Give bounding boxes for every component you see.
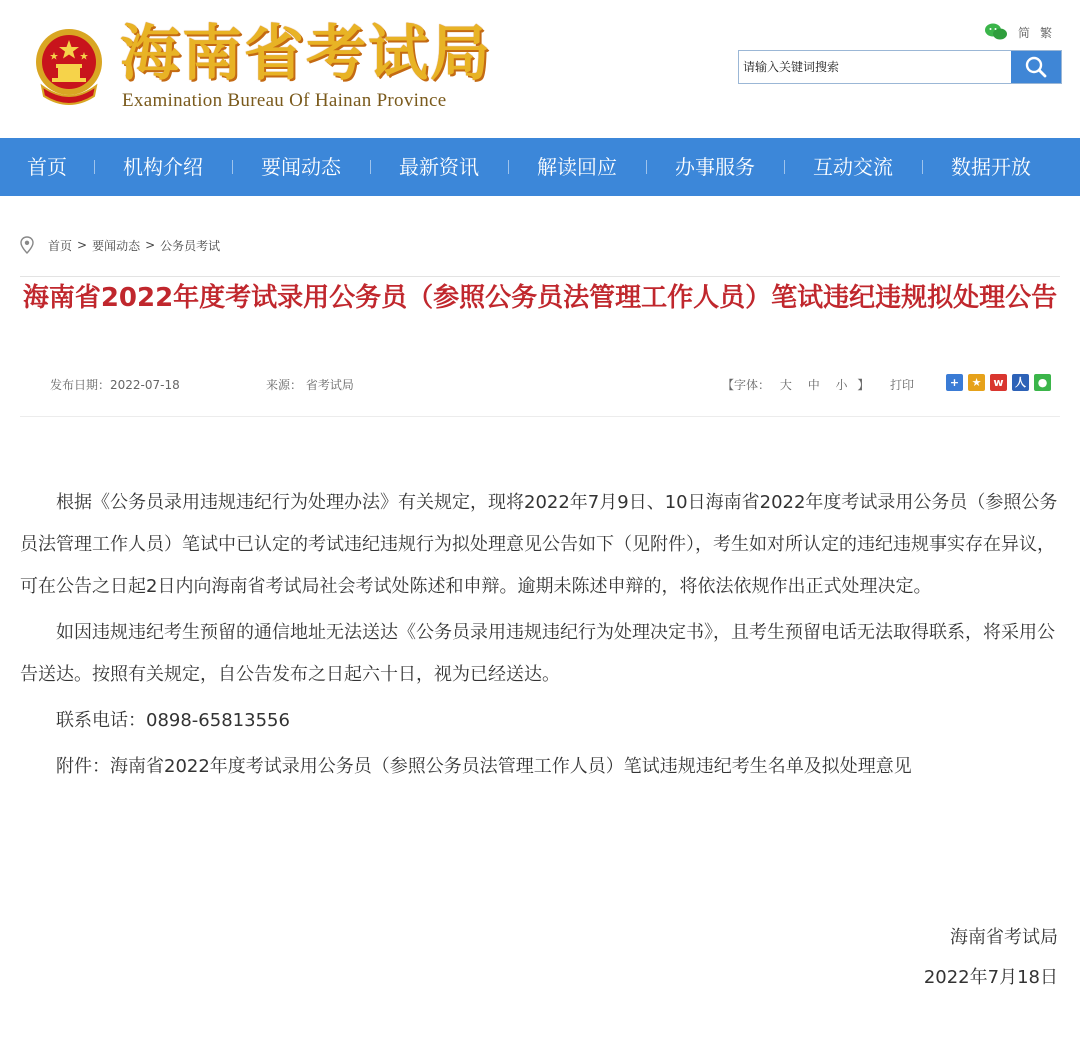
breadcrumb-home[interactable]: 首页 xyxy=(48,238,73,253)
attachment-link[interactable]: 附件：海南省2022年度考试录用公务员（参照公务员法管理工作人员）笔试违规违纪考生名单及拟处理意见 xyxy=(56,756,912,777)
signature xyxy=(924,918,1058,998)
search-input[interactable] xyxy=(739,51,1011,83)
article-meta xyxy=(50,376,1060,394)
divider xyxy=(20,276,1060,277)
share-bar xyxy=(946,374,1051,391)
breadcrumb xyxy=(20,236,220,254)
lang-simplified-link[interactable]: 简 xyxy=(1018,25,1031,40)
site-header xyxy=(0,0,1080,138)
main-nav xyxy=(0,138,1080,196)
font-size-control xyxy=(722,376,869,393)
nav-item-latest[interactable]: 最新资讯 xyxy=(370,138,508,196)
publish-date: 发布日期：2022-07-18 xyxy=(50,378,180,392)
share-renren-icon[interactable]: 人 xyxy=(1012,374,1029,391)
divider xyxy=(20,416,1060,417)
font-size-label-close: 】 xyxy=(857,378,870,392)
contact-phone: 联系电话：0898-65813556 xyxy=(56,710,290,731)
lang-traditional-link[interactable]: 繁 xyxy=(1040,25,1053,40)
nav-item-open-data[interactable]: 数据开放 xyxy=(922,138,1060,196)
breadcrumb-civil-service[interactable]: 公务员考试 xyxy=(160,238,221,253)
nav-item-news[interactable]: 要闻动态 xyxy=(232,138,370,196)
nav-item-services[interactable]: 办事服务 xyxy=(646,138,784,196)
site-subtitle: Examination Bureau Of Hainan Province xyxy=(122,90,447,111)
share-wechat-icon[interactable]: ● xyxy=(1034,374,1051,391)
share-plus-icon[interactable]: + xyxy=(946,374,963,391)
language-switcher xyxy=(984,22,1052,42)
nav-item-interpretation[interactable]: 解读回应 xyxy=(508,138,646,196)
nav-item-interaction[interactable]: 互动交流 xyxy=(784,138,922,196)
signature-date: 2022年7月18日 xyxy=(923,967,1058,988)
share-weibo-icon[interactable]: w xyxy=(990,374,1007,391)
search-icon xyxy=(1024,55,1048,79)
nav-item-home[interactable]: 首页 xyxy=(27,155,67,179)
font-medium-button[interactable]: 中 xyxy=(807,378,820,392)
search-box xyxy=(738,50,1062,84)
breadcrumb-separator: > xyxy=(145,238,156,252)
article-body xyxy=(20,482,1060,788)
site-title: 海南省考试局 xyxy=(120,19,492,89)
location-pin-icon xyxy=(20,236,34,254)
breadcrumb-news[interactable]: 要闻动态 xyxy=(92,238,141,253)
search-button[interactable] xyxy=(1011,51,1061,83)
print-button[interactable]: 打印 xyxy=(890,378,915,392)
national-emblem-icon xyxy=(32,26,106,106)
font-small-button[interactable]: 小 xyxy=(835,378,848,392)
article-paragraph: 根据《公务员录用违规违纪行为处理办法》有关规定，现将2022年7月9日、10日海南省2022年度考试录用公务员（参照公务员法管理工作人员）笔试中已认定的考试违纪违规行为拟处理意见公告如下（见附件），考生如对所认定的违纪违规事实存在异议，可在公告之日起2日内向海南省考试局社会考试处陈述和申辩。逾期未陈述申辩的，将依法依规作出正式处理决定。 xyxy=(20,492,1058,597)
article-title: 海南省2022年度考试录用公务员（参照公务员法管理工作人员）笔试违纪违规拟处理公告 xyxy=(22,283,1058,313)
breadcrumb-separator: > xyxy=(77,238,88,252)
font-size-label: 【字体： xyxy=(722,378,771,392)
signature-org: 海南省考试局 xyxy=(950,927,1058,948)
font-large-button[interactable]: 大 xyxy=(779,378,792,392)
article-paragraph: 如因违规违纪考生预留的通信地址无法送达《公务员录用违规违纪行为处理决定书》，且考生预留电话无法取得联系，将采用公告送达。按照有关规定，自公告发布之日起六十日，视为已经送达。 xyxy=(20,622,1055,685)
article-source: 来源： 省考试局 xyxy=(266,378,354,392)
nav-item-about[interactable]: 机构介绍 xyxy=(94,138,232,196)
wechat-icon[interactable] xyxy=(984,22,1008,42)
share-qzone-icon[interactable]: ★ xyxy=(968,374,985,391)
